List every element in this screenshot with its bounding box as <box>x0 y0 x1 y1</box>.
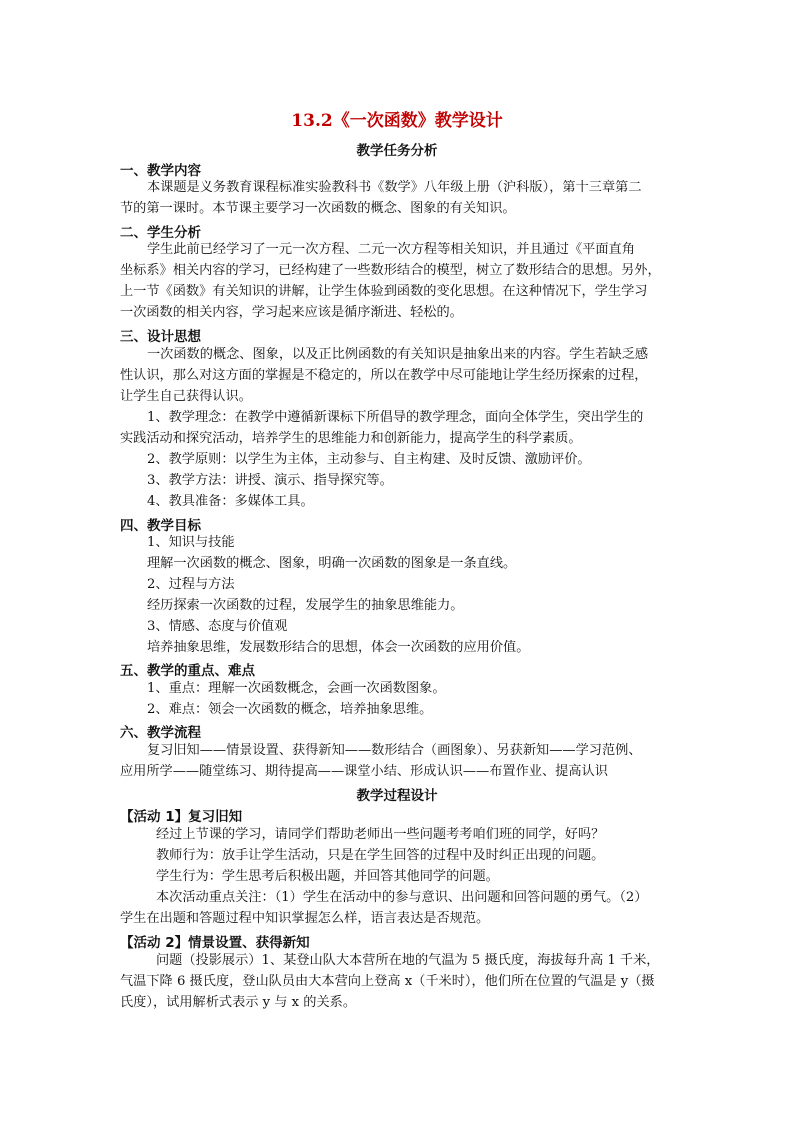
activity-1-title: 【活动 1】复习旧知 <box>120 809 243 825</box>
activity-line: 学生在出题和答题过程中知识掌握怎么样，语言表达是否规范。 <box>120 911 490 926</box>
paragraph-line: 让学生自己获得认识。 <box>120 389 252 404</box>
paragraph-line: 一次函数的概念、图象，以及正比例函数的有关知识是抽象出来的内容。学生若缺乏感 <box>147 347 649 362</box>
paragraph-line: 本课题是义务教育课程标准实验教科书《数学》八年级上册（沪科版），第十三章第二 <box>147 180 642 195</box>
heading-teaching-content: 一、教学内容 <box>120 163 201 179</box>
heading-design-idea: 三、设计思想 <box>120 329 201 345</box>
activity-line: 学生行为：学生思考后积极出题，并回答其他同学的问题。 <box>156 869 499 884</box>
activity-line: 氏度），试用解析式表示 y 与 x 的关系。 <box>120 995 357 1010</box>
paragraph-line: 3、教学方法：讲授、演示、指导探究等。 <box>147 473 393 488</box>
paragraph-line: 4、教具准备：多媒体工具。 <box>147 494 314 509</box>
paragraph-line: 学生此前已经学习了一元一次方程、二元一次方程等相关知识，并且通过《平面直角 <box>147 242 635 257</box>
paragraph-line: 上一节《函数》有关知识的讲解，让学生体验到函数的变化思想。在这种情况下，学生学习 <box>120 284 648 299</box>
flow-line: 应用所学——随堂练习、期待提高——课堂小结、形成认识——布置作业、提高认识 <box>120 764 608 779</box>
section-title-task-analysis: 教学任务分析 <box>356 143 438 159</box>
document-title: 13.2《一次函数》教学设计 <box>291 111 503 131</box>
paragraph-line: 节的第一课时。本节课主要学习一次函数的概念、图象的有关知识。 <box>120 201 516 216</box>
paragraph-line: 2、教学原则：以学生为主体，主动参与、自主构建、及时反馈、激励评价。 <box>147 452 591 467</box>
heading-teaching-goals: 四、教学目标 <box>120 518 201 534</box>
activity-line: 问题（投影展示）1、某登山队大本营所在地的气温为 5 摄氏度，海拔每升高 1 千米， <box>156 953 660 968</box>
goal-line: 1、知识与技能 <box>147 535 235 550</box>
activity-2-title: 【活动 2】情景设置、获得新知 <box>120 935 310 951</box>
paragraph-line: 性认识，那么对这方面的掌握是不稳定的，所以在教学中尽可能地让学生经历探索的过程， <box>120 368 648 383</box>
goal-line: 培养抽象思维，发展数形结合的思想，体会一次函数的应用价值。 <box>147 640 530 655</box>
goal-line: 理解一次函数的概念、图象，明确一次函数的图象是一条直线。 <box>147 556 517 571</box>
paragraph-line: 1、教学理念：在教学中遵循新课标下所倡导的教学理念，面向全体学生，突出学生的 <box>147 410 644 425</box>
paragraph-line: 实践活动和探究活动，培养学生的思维能力和创新能力，提高学生的科学素质。 <box>120 431 582 446</box>
activity-line: 教师行为：放手让学生活动，只是在学生回答的过程中及时纠正出现的问题。 <box>156 848 605 863</box>
key-point-line: 1、重点：理解一次函数概念，会画一次函数图象。 <box>147 681 446 696</box>
goal-line: 3、情感、态度与价值观 <box>147 619 288 634</box>
flow-line: 复习旧知——情景设置、获得新知——数形结合（画图象）、另获新知——学习范例、 <box>147 743 642 758</box>
goal-line: 经历探索一次函数的过程，发展学生的抽象思维能力。 <box>147 598 464 613</box>
section-title-process-design: 教学过程设计 <box>356 788 438 804</box>
activity-line: 经过上节课的学习，请同学们帮助老师出一些问题考考咱们班的同学，好吗？ <box>156 827 605 842</box>
goal-line: 2、过程与方法 <box>147 577 235 592</box>
activity-line: 本次活动重点关注：（1）学生在活动中的参与意识、出问题和回答问题的勇气。（2） <box>156 890 648 905</box>
heading-teaching-flow: 六、教学流程 <box>120 725 201 741</box>
key-point-line: 2、难点：领会一次函数的概念，培养抽象思维。 <box>147 702 433 717</box>
heading-student-analysis: 二、学生分析 <box>120 225 201 241</box>
activity-line: 气温下降 6 摄氏度，登山队员由大本营向上登高 x（千米时），他们所在位置的气温是 y（摄 <box>120 974 655 989</box>
heading-key-points: 五、教学的重点、难点 <box>120 663 255 679</box>
paragraph-line: 坐标系》相关内容的学习，已经构建了一些数形结合的模型，树立了数形结合的思想。另外， <box>120 263 661 278</box>
paragraph-line: 一次函数的相关内容，学习起来应该是循序渐进、轻松的。 <box>120 305 463 320</box>
